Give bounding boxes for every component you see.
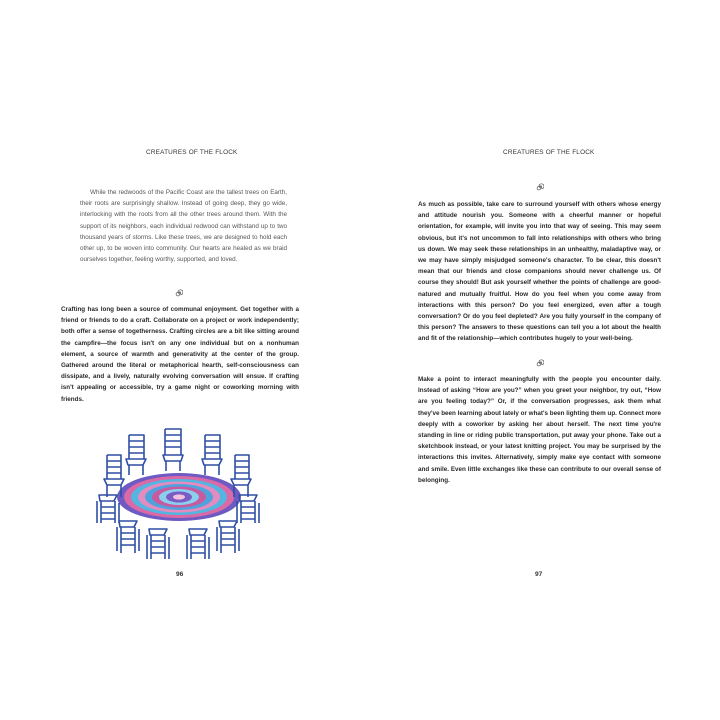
chair [237,495,259,523]
running-head: CREATURES OF THE FLOCK [503,149,595,156]
chair [126,435,146,475]
spiral-icon [536,359,544,367]
body-paragraph-1: As much as possible, take care to surround yourself with others whose energy and attitude nourish you. Someone with a cheerful manner or hopeful orientation, for example, will invite you into that way of seeing. This may seem obvious, but it's not uncommon to fall into relationships with others who bring us down. We may seek these relationships in an unhealthy, maladaptive way, or we may have simply misjudged someone's character. To be clear, this doesn't mean that our friends and close companions should never challenge us. Of course they should! But ask yourself whether the points of challenge are good-natured and mutually fruitful. How do you feel when you come away from interactions with this person? Do you feel energized, even after a tough conversation? Or do you feel depleted? Are you fully yourself in the company of this person? The answers to these questions can tell you a lot about the health and fit of the relationship—which contributes hugely to your well-being. [418,201,661,343]
spiral-icon [536,183,544,191]
page-number: 96 [176,571,184,578]
right-page [360,0,720,720]
chair [97,495,119,523]
page-number: 97 [535,571,543,578]
chair [163,429,183,471]
intro-paragraph: While the redwoods of the Pacific Coast are the tallest trees on Earth, their roots are surprisingly shallow. Instead of going deep, they go wide, interlocking with the roots from all the other trees around them. With the support of its neighbors, each individual redwood can withstand up to two thousand years of storms. Like these trees, we are designed to hold each other up, to be woven into community. Our hearts are healed as we braid ourselves together, feeling worthy, supported, and loved. [80,189,287,264]
chair [187,529,209,559]
running-head: CREATURES OF THE FLOCK [146,149,238,156]
chair [117,521,139,553]
chair [231,455,251,497]
chair [104,455,124,497]
chair [217,521,239,553]
rug [117,473,241,521]
chair [147,529,169,559]
spiral-icon [175,289,183,297]
chairs-circle-rug-illustration [93,425,265,561]
body-paragraph: Crafting has long been a source of communal enjoyment. Get together with a friend or friends to do a craft. Collaborate on a project or work independently; both offer a sense of togetherness. Crafting circles are a bit like sitting around the campfire—the focus isn't on any one individual but on a nonhuman element, a source of warmth and generativity at the center of the group. Gathered around the literal or metaphorical hearth, self-consciousness can dissipate, and a lively, naturally evolving conversation will ensue. If crafting isn't appealing or accessible, try a game night or coworking morning with friends. [61,306,299,403]
chair [202,435,222,475]
body-paragraph-2: Make a point to interact meaningfully with the people you encounter daily. Instead of asking “How are you?” when you greet your neighbor, try out, “How are you feeling today?” Or, if the conversation progresses, ask them what they've been learning about lately or what's been lighting them up. Connect more deeply with a coworker by asking her about herself. The next time you're standing in line or riding public transportation, put away your phone. Take out a sketchbook instead, or your latest knitting project. You may be surprised by the interactions this invites. Alternatively, simply make eye contact with someone and smile. Even little exchanges like these can contribute to our overall sense of belonging. [418,376,662,484]
